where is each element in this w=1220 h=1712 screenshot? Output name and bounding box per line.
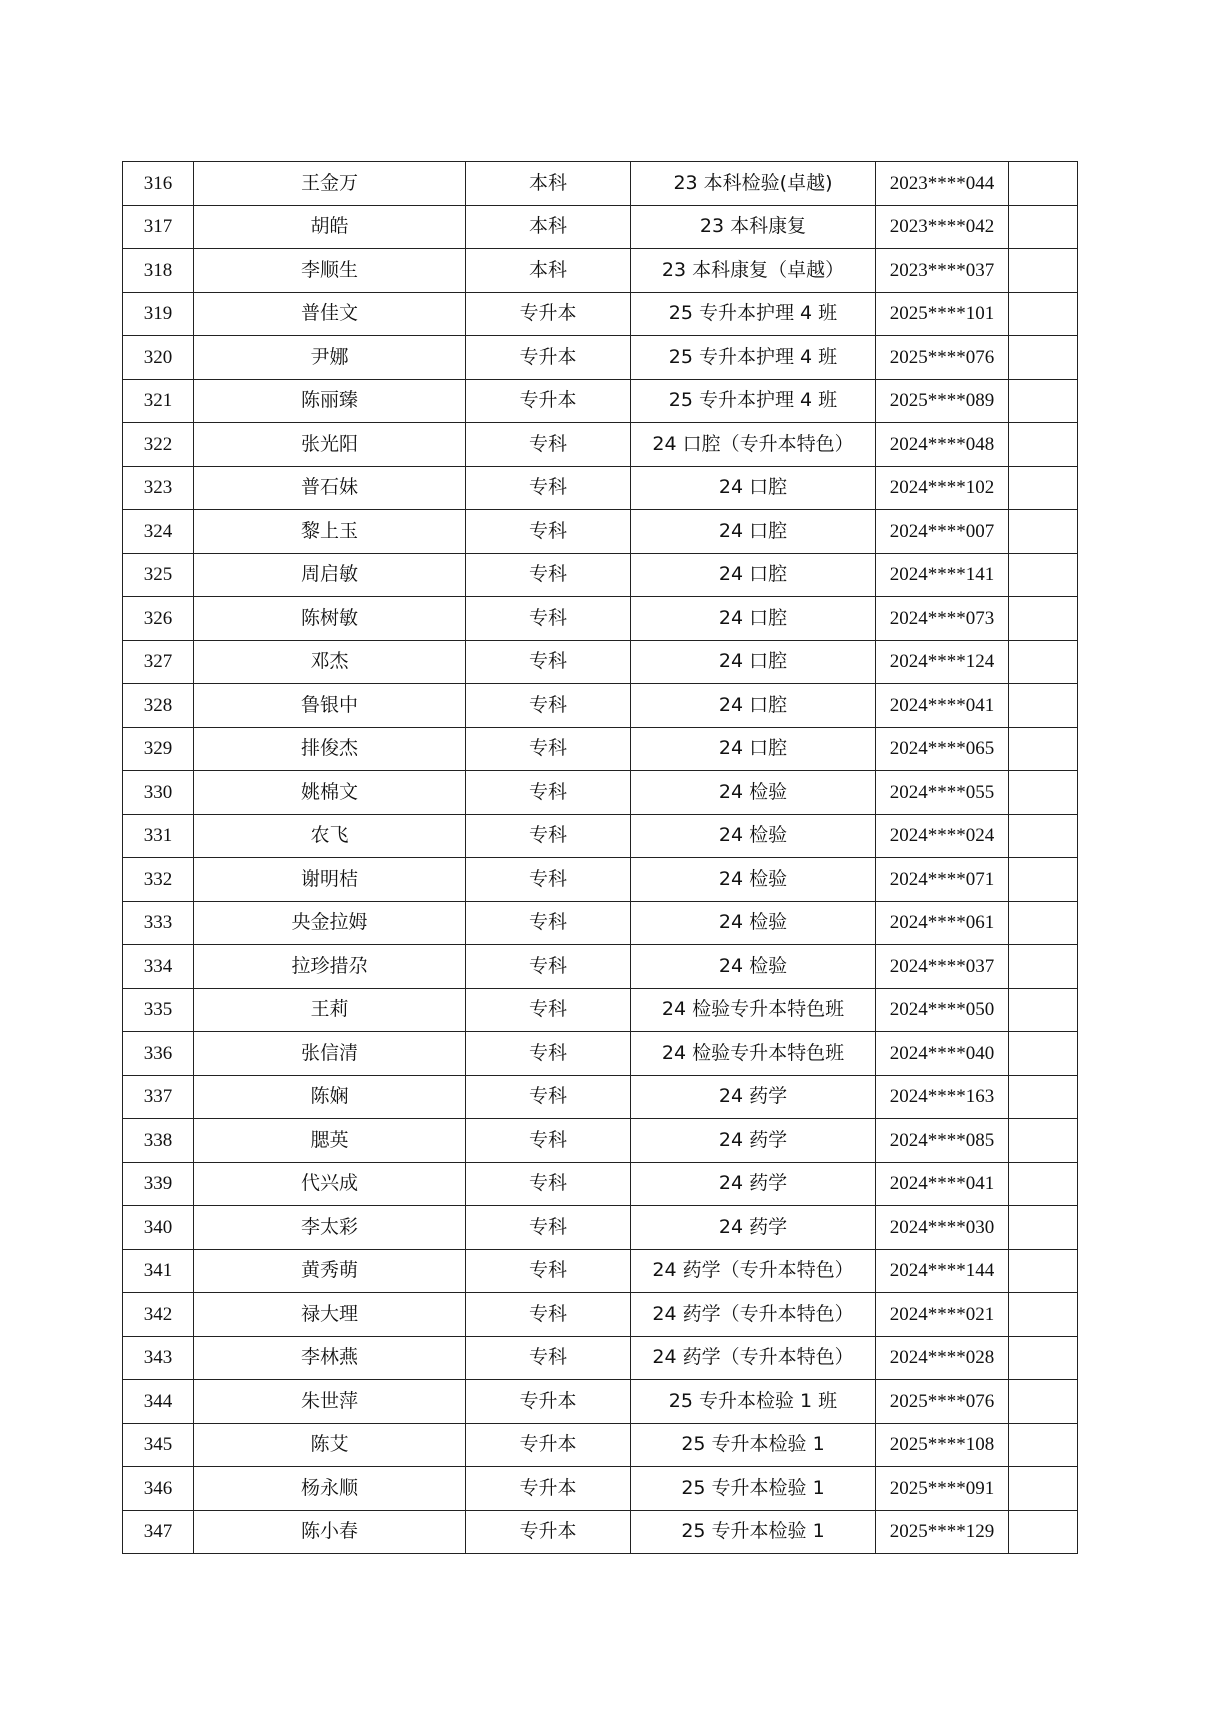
table-row <box>123 1249 1078 1293</box>
row-number-cell: 318 <box>123 249 194 293</box>
remark-cell <box>1009 1467 1078 1511</box>
table-row <box>123 292 1078 336</box>
row-number-cell: 330 <box>123 771 194 815</box>
class-name-cell: 24 药学（专升本特色） <box>631 1336 876 1380</box>
row-number-cell: 328 <box>123 684 194 728</box>
table-row <box>123 945 1078 989</box>
remark-cell <box>1009 1075 1078 1119</box>
class-name-cell: 23 本科康复 <box>631 205 876 249</box>
class-name-cell: 24 口腔（专升本特色） <box>631 423 876 467</box>
table-row <box>123 466 1078 510</box>
student-id-cell: 2025****089 <box>876 379 1009 423</box>
class-name-cell: 24 检验专升本特色班 <box>631 988 876 1032</box>
remark-cell <box>1009 901 1078 945</box>
student-id-cell: 2025****108 <box>876 1423 1009 1467</box>
student-name-cell: 排俊杰 <box>194 727 466 771</box>
row-number-cell: 317 <box>123 205 194 249</box>
class-name-cell: 24 药学 <box>631 1119 876 1163</box>
student-id-cell: 2024****030 <box>876 1206 1009 1250</box>
student-id-cell: 2025****129 <box>876 1510 1009 1554</box>
education-level-cell: 专升本 <box>466 379 631 423</box>
table-row <box>123 1206 1078 1250</box>
student-id-cell: 2024****071 <box>876 858 1009 902</box>
remark-cell <box>1009 336 1078 380</box>
row-number-cell: 333 <box>123 901 194 945</box>
student-name-cell: 王金万 <box>194 162 466 206</box>
student-name-cell: 邓杰 <box>194 640 466 684</box>
class-name-cell: 24 检验 <box>631 945 876 989</box>
class-name-cell: 24 口腔 <box>631 553 876 597</box>
education-level-cell: 专科 <box>466 1249 631 1293</box>
class-name-cell: 25 专升本护理 4 班 <box>631 379 876 423</box>
education-level-cell: 专科 <box>466 1075 631 1119</box>
class-name-cell: 23 本科康复（卓越） <box>631 249 876 293</box>
remark-cell <box>1009 858 1078 902</box>
table-row <box>123 510 1078 554</box>
row-number-cell: 342 <box>123 1293 194 1337</box>
student-name-cell: 央金拉姆 <box>194 901 466 945</box>
table-row <box>123 1162 1078 1206</box>
row-number-cell: 331 <box>123 814 194 858</box>
class-name-cell: 24 口腔 <box>631 510 876 554</box>
education-level-cell: 专科 <box>466 945 631 989</box>
education-level-cell: 专科 <box>466 1293 631 1337</box>
class-name-cell: 24 口腔 <box>631 466 876 510</box>
row-number-cell: 332 <box>123 858 194 902</box>
remark-cell <box>1009 249 1078 293</box>
education-level-cell: 本科 <box>466 162 631 206</box>
remark-cell <box>1009 771 1078 815</box>
student-name-cell: 陈小春 <box>194 1510 466 1554</box>
student-name-cell: 李林燕 <box>194 1336 466 1380</box>
education-level-cell: 本科 <box>466 205 631 249</box>
class-name-cell: 25 专升本检验 1 班 <box>631 1380 876 1424</box>
education-level-cell: 专升本 <box>466 336 631 380</box>
table-row <box>123 1380 1078 1424</box>
student-name-cell: 张信清 <box>194 1032 466 1076</box>
table-row <box>123 162 1078 206</box>
student-id-cell: 2024****055 <box>876 771 1009 815</box>
remark-cell <box>1009 510 1078 554</box>
table-row <box>123 1075 1078 1119</box>
row-number-cell: 316 <box>123 162 194 206</box>
student-name-cell: 农飞 <box>194 814 466 858</box>
education-level-cell: 专科 <box>466 510 631 554</box>
student-name-cell: 姚棉文 <box>194 771 466 815</box>
student-name-cell: 陈娴 <box>194 1075 466 1119</box>
student-id-cell: 2024****048 <box>876 423 1009 467</box>
remark-cell <box>1009 1293 1078 1337</box>
row-number-cell: 321 <box>123 379 194 423</box>
remark-cell <box>1009 945 1078 989</box>
row-number-cell: 340 <box>123 1206 194 1250</box>
student-name-cell: 张光阳 <box>194 423 466 467</box>
remark-cell <box>1009 553 1078 597</box>
student-name-cell: 朱世萍 <box>194 1380 466 1424</box>
education-level-cell: 专升本 <box>466 292 631 336</box>
table-row <box>123 1293 1078 1337</box>
class-name-cell: 24 检验 <box>631 814 876 858</box>
remark-cell <box>1009 1162 1078 1206</box>
education-level-cell: 专科 <box>466 684 631 728</box>
student-name-cell: 拉珍措尕 <box>194 945 466 989</box>
student-name-cell: 陈树敏 <box>194 597 466 641</box>
student-id-cell: 2025****091 <box>876 1467 1009 1511</box>
education-level-cell: 专科 <box>466 901 631 945</box>
table-row <box>123 336 1078 380</box>
table-row <box>123 1336 1078 1380</box>
student-id-cell: 2024****065 <box>876 727 1009 771</box>
table-row <box>123 423 1078 467</box>
class-name-cell: 24 检验专升本特色班 <box>631 1032 876 1076</box>
table-row <box>123 901 1078 945</box>
student-id-cell: 2024****007 <box>876 510 1009 554</box>
class-name-cell: 24 口腔 <box>631 727 876 771</box>
student-id-cell: 2024****073 <box>876 597 1009 641</box>
row-number-cell: 347 <box>123 1510 194 1554</box>
student-id-cell: 2025****076 <box>876 336 1009 380</box>
education-level-cell: 专科 <box>466 640 631 684</box>
table-row <box>123 814 1078 858</box>
table-row <box>123 684 1078 728</box>
remark-cell <box>1009 423 1078 467</box>
class-name-cell: 24 口腔 <box>631 640 876 684</box>
student-id-cell: 2024****144 <box>876 1249 1009 1293</box>
student-id-cell: 2024****037 <box>876 945 1009 989</box>
student-id-cell: 2024****050 <box>876 988 1009 1032</box>
row-number-cell: 335 <box>123 988 194 1032</box>
row-number-cell: 345 <box>123 1423 194 1467</box>
row-number-cell: 319 <box>123 292 194 336</box>
remark-cell <box>1009 1032 1078 1076</box>
student-name-cell: 普石妹 <box>194 466 466 510</box>
table-row <box>123 988 1078 1032</box>
student-name-cell: 尹娜 <box>194 336 466 380</box>
student-roster-table <box>122 161 1078 1554</box>
remark-cell <box>1009 988 1078 1032</box>
class-name-cell: 24 药学（专升本特色） <box>631 1293 876 1337</box>
class-name-cell: 25 专升本检验 1 <box>631 1467 876 1511</box>
remark-cell <box>1009 1423 1078 1467</box>
student-id-cell: 2024****024 <box>876 814 1009 858</box>
remark-cell <box>1009 597 1078 641</box>
remark-cell <box>1009 1336 1078 1380</box>
class-name-cell: 23 本科检验(卓越) <box>631 162 876 206</box>
table-row <box>123 1467 1078 1511</box>
student-name-cell: 陈丽臻 <box>194 379 466 423</box>
remark-cell <box>1009 1206 1078 1250</box>
student-id-cell: 2025****101 <box>876 292 1009 336</box>
student-name-cell: 周启敏 <box>194 553 466 597</box>
table-row <box>123 379 1078 423</box>
remark-cell <box>1009 292 1078 336</box>
education-level-cell: 专升本 <box>466 1467 631 1511</box>
student-id-cell: 2024****028 <box>876 1336 1009 1380</box>
row-number-cell: 343 <box>123 1336 194 1380</box>
education-level-cell: 专升本 <box>466 1380 631 1424</box>
row-number-cell: 341 <box>123 1249 194 1293</box>
table-row <box>123 1119 1078 1163</box>
row-number-cell: 344 <box>123 1380 194 1424</box>
class-name-cell: 24 检验 <box>631 901 876 945</box>
table-row <box>123 1032 1078 1076</box>
row-number-cell: 327 <box>123 640 194 684</box>
education-level-cell: 专科 <box>466 553 631 597</box>
student-name-cell: 王莉 <box>194 988 466 1032</box>
student-id-cell: 2024****040 <box>876 1032 1009 1076</box>
table-row <box>123 727 1078 771</box>
student-name-cell: 李顺生 <box>194 249 466 293</box>
remark-cell <box>1009 684 1078 728</box>
education-level-cell: 专科 <box>466 988 631 1032</box>
remark-cell <box>1009 1119 1078 1163</box>
education-level-cell: 专科 <box>466 597 631 641</box>
student-id-cell: 2024****085 <box>876 1119 1009 1163</box>
student-name-cell: 禄大理 <box>194 1293 466 1337</box>
student-name-cell: 普佳文 <box>194 292 466 336</box>
remark-cell <box>1009 814 1078 858</box>
class-name-cell: 24 药学（专升本特色） <box>631 1249 876 1293</box>
student-name-cell: 黎上玉 <box>194 510 466 554</box>
remark-cell <box>1009 727 1078 771</box>
student-id-cell: 2023****044 <box>876 162 1009 206</box>
row-number-cell: 338 <box>123 1119 194 1163</box>
class-name-cell: 24 药学 <box>631 1162 876 1206</box>
education-level-cell: 专升本 <box>466 1423 631 1467</box>
student-id-cell: 2025****076 <box>876 1380 1009 1424</box>
class-name-cell: 25 专升本检验 1 <box>631 1423 876 1467</box>
education-level-cell: 专科 <box>466 771 631 815</box>
row-number-cell: 336 <box>123 1032 194 1076</box>
remark-cell <box>1009 1510 1078 1554</box>
student-name-cell: 腮英 <box>194 1119 466 1163</box>
row-number-cell: 323 <box>123 466 194 510</box>
row-number-cell: 325 <box>123 553 194 597</box>
education-level-cell: 专科 <box>466 1336 631 1380</box>
education-level-cell: 本科 <box>466 249 631 293</box>
student-name-cell: 李太彩 <box>194 1206 466 1250</box>
education-level-cell: 专科 <box>466 423 631 467</box>
remark-cell <box>1009 379 1078 423</box>
class-name-cell: 25 专升本护理 4 班 <box>631 336 876 380</box>
row-number-cell: 329 <box>123 727 194 771</box>
table-row <box>123 858 1078 902</box>
student-id-cell: 2024****021 <box>876 1293 1009 1337</box>
student-id-cell: 2024****041 <box>876 1162 1009 1206</box>
remark-cell <box>1009 162 1078 206</box>
remark-cell <box>1009 1249 1078 1293</box>
student-id-cell: 2024****061 <box>876 901 1009 945</box>
table-row <box>123 205 1078 249</box>
row-number-cell: 339 <box>123 1162 194 1206</box>
remark-cell <box>1009 466 1078 510</box>
table-row <box>123 597 1078 641</box>
row-number-cell: 334 <box>123 945 194 989</box>
education-level-cell: 专科 <box>466 727 631 771</box>
row-number-cell: 346 <box>123 1467 194 1511</box>
education-level-cell: 专科 <box>466 1162 631 1206</box>
row-number-cell: 326 <box>123 597 194 641</box>
student-name-cell: 代兴成 <box>194 1162 466 1206</box>
education-level-cell: 专科 <box>466 814 631 858</box>
row-number-cell: 320 <box>123 336 194 380</box>
student-name-cell: 谢明桔 <box>194 858 466 902</box>
student-id-cell: 2024****163 <box>876 1075 1009 1119</box>
education-level-cell: 专科 <box>466 1119 631 1163</box>
roster-body <box>123 162 1078 1554</box>
table-row <box>123 640 1078 684</box>
education-level-cell: 专科 <box>466 1032 631 1076</box>
student-id-cell: 2024****102 <box>876 466 1009 510</box>
remark-cell <box>1009 1380 1078 1424</box>
student-name-cell: 胡皓 <box>194 205 466 249</box>
class-name-cell: 25 专升本检验 1 <box>631 1510 876 1554</box>
education-level-cell: 专科 <box>466 1206 631 1250</box>
education-level-cell: 专科 <box>466 858 631 902</box>
remark-cell <box>1009 640 1078 684</box>
table-row <box>123 771 1078 815</box>
student-name-cell: 杨永顺 <box>194 1467 466 1511</box>
student-id-cell: 2024****124 <box>876 640 1009 684</box>
row-number-cell: 322 <box>123 423 194 467</box>
table-row <box>123 249 1078 293</box>
student-id-cell: 2023****037 <box>876 249 1009 293</box>
class-name-cell: 24 检验 <box>631 858 876 902</box>
student-name-cell: 陈艾 <box>194 1423 466 1467</box>
class-name-cell: 24 检验 <box>631 771 876 815</box>
row-number-cell: 337 <box>123 1075 194 1119</box>
education-level-cell: 专科 <box>466 466 631 510</box>
table-row <box>123 1510 1078 1554</box>
student-name-cell: 鲁银中 <box>194 684 466 728</box>
table-row <box>123 1423 1078 1467</box>
class-name-cell: 24 药学 <box>631 1206 876 1250</box>
class-name-cell: 24 口腔 <box>631 597 876 641</box>
student-id-cell: 2024****141 <box>876 553 1009 597</box>
class-name-cell: 24 药学 <box>631 1075 876 1119</box>
table-row <box>123 553 1078 597</box>
class-name-cell: 24 口腔 <box>631 684 876 728</box>
remark-cell <box>1009 205 1078 249</box>
class-name-cell: 25 专升本护理 4 班 <box>631 292 876 336</box>
student-id-cell: 2023****042 <box>876 205 1009 249</box>
education-level-cell: 专升本 <box>466 1510 631 1554</box>
row-number-cell: 324 <box>123 510 194 554</box>
student-name-cell: 黄秀萌 <box>194 1249 466 1293</box>
student-id-cell: 2024****041 <box>876 684 1009 728</box>
